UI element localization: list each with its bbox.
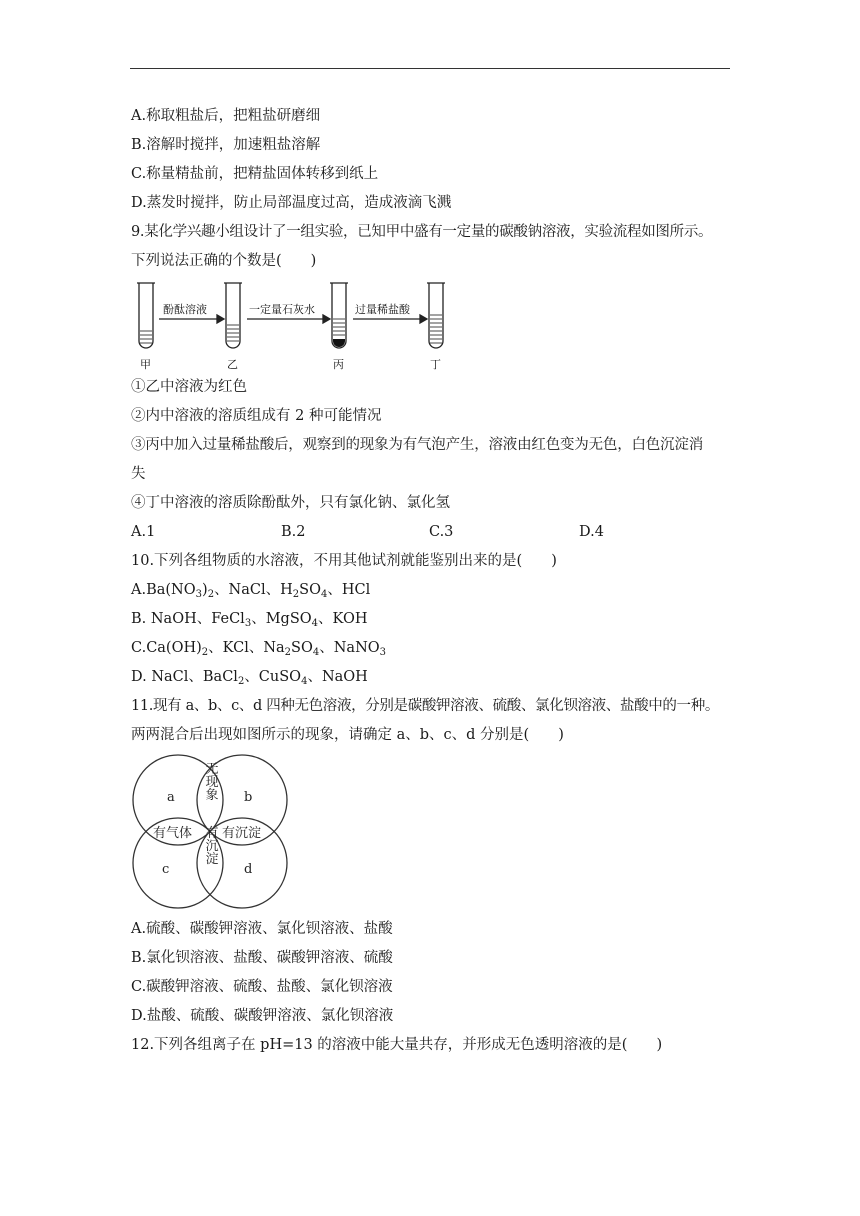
q10-option-c: $C.Ca(OH)_2$、KCl、$Na_2SO_4$、NaNO$_3$ [131,640,387,658]
q11-option-a: A.硫酸、碳酸钾溶液、氯化钡溶液、盐酸 [131,921,393,937]
q9-statement-2: ②内中溶液的溶质组成有 2 种可能情况 [131,408,382,424]
tube-label-yi: 乙 [227,358,238,371]
q11-stem-line2: 两两混合后出现如图所示的现象，请确定 a、b、c、d 分别是( ) [131,727,564,743]
q9-stem-line1: 9.某化学兴趣小组设计了一组实验，已知甲中盛有一定量的碳酸钠溶液，实验流程如图所示。 [131,224,713,240]
q8-option-c: C.称量精盐前，把精盐固体转移到纸上 [131,166,379,182]
venn-label-b: b [244,790,253,805]
q8-option-b: B.溶解时搅拌，加速粗盐溶解 [131,137,321,153]
q10-option-b: B. NaOH、FeCl$_3$、MgSO$_4$、KOH [131,611,368,629]
header-rule [130,68,730,69]
tube-label-ding: 丁 [430,358,441,371]
q9-stem-line2: 下列说法正确的个数是( ) [131,253,317,269]
q12-stem: 12.下列各组离子在 pH=13 的溶液中能大量共存，并形成无色透明溶液的是( ) [131,1037,663,1053]
q9-option-a: A.1 [131,524,156,540]
tube-label-jia: 甲 [140,358,151,371]
q11-option-d: D.盐酸、硫酸、碳酸钾溶液、氯化钡溶液 [131,1008,394,1024]
q8-option-a: A.称取粗盐后，把粗盐研磨细 [131,108,321,124]
venn-cd-precipitate: 有沉淀 [202,825,218,865]
venn-label-a: a [167,790,175,805]
q9-statement-3: ③丙中加入过量稀盐酸后，观察到的现象为有气泡产生，溶液由红色变为无色，白色沉淀消 [131,437,703,453]
q9-options [131,522,731,542]
tube-label-bing: 丙 [333,358,344,371]
q9-option-d: D.4 [579,524,604,540]
arrow-label-limewater: 一定量石灰水 [249,303,315,316]
q10-option-a: $A.Ba(NO_3)_2$、NaCl、$H_2SO_4$、HCl [131,582,371,600]
document-page [131,106,731,1064]
q10-option-d: D. NaCl、BaCl$_2$、CuSO$_4$、NaOH [131,669,368,687]
q9-statement-3-cont: 失 [131,466,146,482]
arrow-label-phenolphthalein: 酚酞溶液 [163,303,207,316]
venn-label-d: d [244,862,253,877]
q9-option-b: B.2 [281,524,306,540]
arrow-label-hcl: 过量稀盐酸 [355,303,410,316]
q11-venn-figure [131,753,731,911]
venn-label-c: c [162,862,170,877]
venn-bd-precipitate: 有沉淀 [222,826,262,841]
q11-option-b: B.氯化钡溶液、盐酸、碳酸钾溶液、硫酸 [131,950,393,966]
venn-ab-no-change: 无现象 [202,761,218,801]
q11-option-c: C.碳酸钾溶液、硫酸、盐酸、氯化钡溶液 [131,979,393,995]
q8-option-d: D.蒸发时搅拌，防止局部温度过高，造成液滴飞溅 [131,195,452,211]
q9-statement-1: ①乙中溶液为红色 [131,379,247,395]
q9-statement-4: ④丁中溶液的溶质除酚酞外，只有氯化钠、氯化氢 [131,495,450,511]
q9-option-c: C.3 [429,524,454,540]
q11-stem-line1: 11.现有 a、b、c、d 四种无色溶液，分别是碳酸钾溶液、硫酸、氯化钡溶液、盐酸中的一种。 [131,698,720,714]
q9-test-tube-figure [131,279,731,373]
venn-ac-gas: 有气体 [153,826,193,841]
q10-stem: 10.下列各组物质的水溶液，不用其他试剂就能鉴别出来的是( ) [131,553,557,569]
